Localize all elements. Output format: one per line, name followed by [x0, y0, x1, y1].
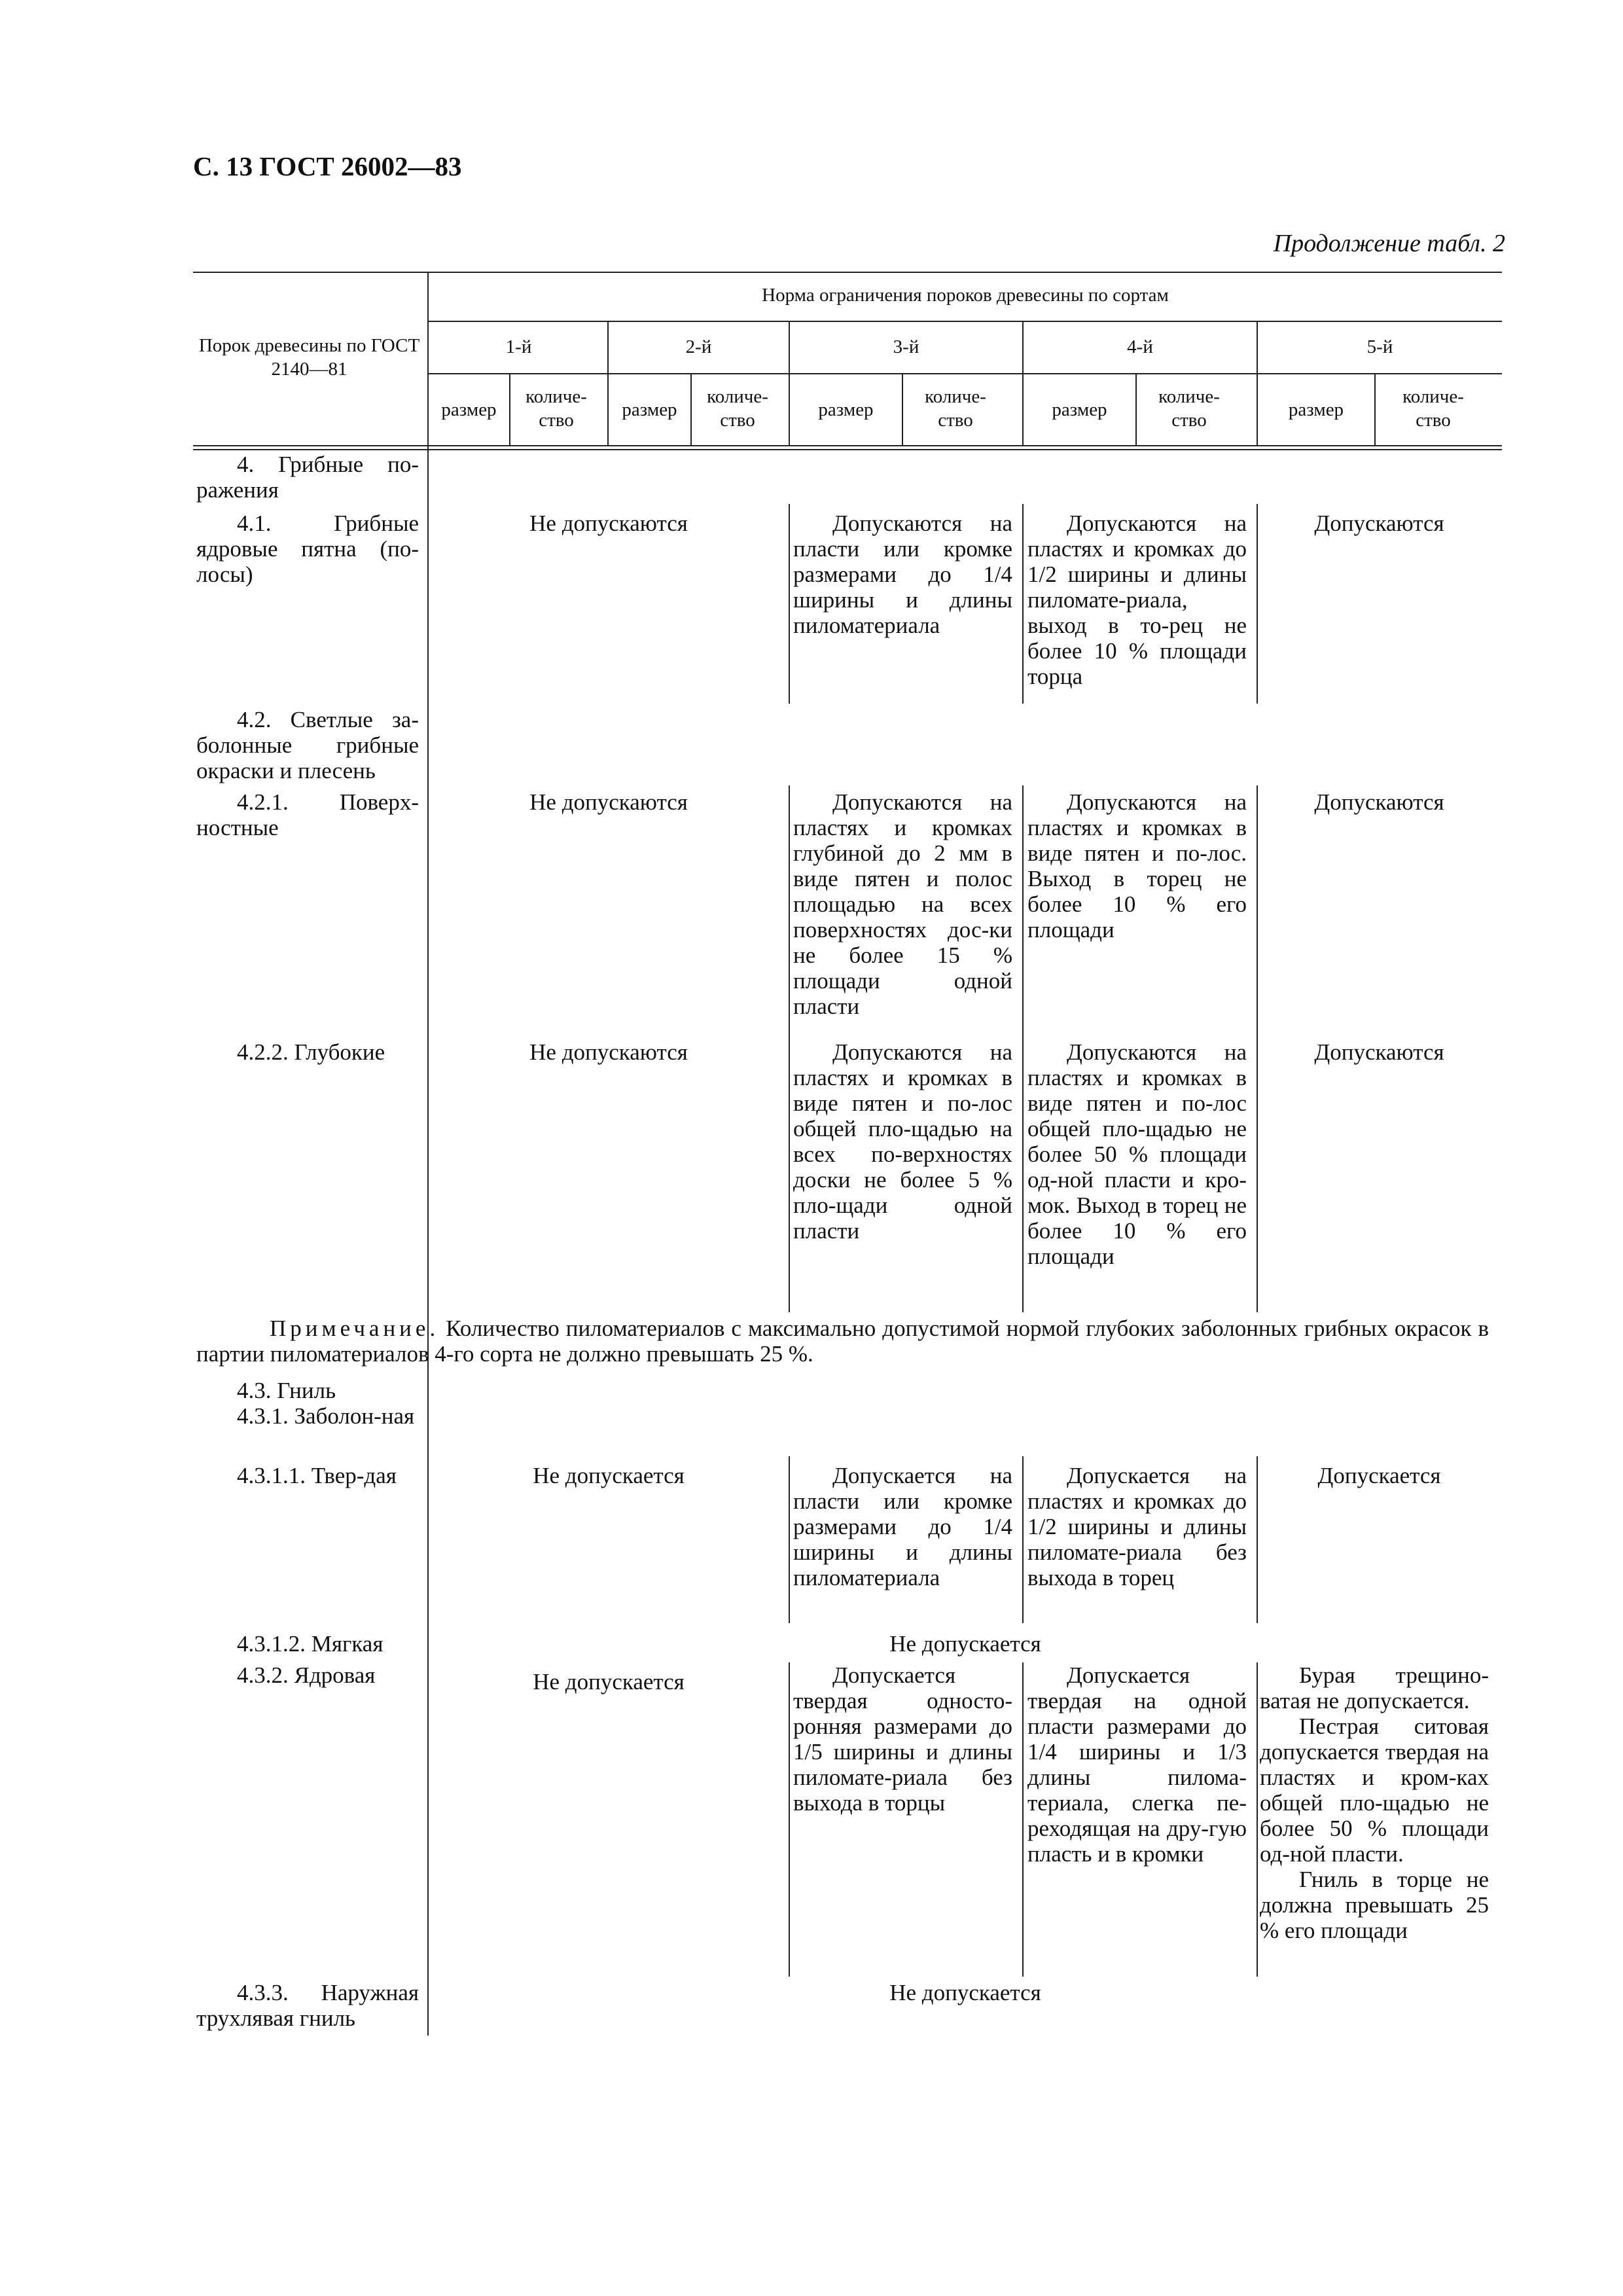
grade-5-header: 5-й: [1366, 336, 1393, 357]
grade-1-qty-header: количе-ство: [526, 386, 587, 431]
sep-r432-5: [1257, 1662, 1258, 1977]
grade-2-size-header: размер: [622, 399, 677, 420]
sub-border-3: [902, 373, 903, 446]
grade-2-qty-header: количе-ство: [707, 386, 768, 431]
sub-border-1: [509, 373, 510, 446]
row-4-1-grade-4: Допускаются на пластях и кромках до 1/2 ширины и длины пиломате-риала, выход в то-рец не более 10 % площади торца: [1027, 511, 1247, 689]
row-4-3-1-1-grade-5: Допускается: [1317, 1463, 1441, 1488]
sep-r41-3: [789, 504, 790, 704]
row-4-2-2-grade-3: Допускаются на пластях и кромках в виде пятен и по-лос общей пло-щадью на всех по-верхностях доски не более 5 % пло-щади одной пласти: [793, 1039, 1012, 1244]
header-rule-1: [429, 321, 1502, 322]
defect-column-header: Порок древесины по ГОСТ 2140—81: [198, 335, 420, 380]
row-4-2-2-grades-1-2: Не допускаются: [529, 1039, 688, 1065]
sep-r41-5: [1257, 504, 1258, 704]
grade-1-header: 1-й: [505, 336, 532, 357]
row-4-2-1-grade-4: Допускаются на пластях и кромках в виде пятен и по-лос. Выход в торец не более 10 % его площади: [1027, 789, 1247, 942]
norm-header: Норма ограничения пороков древесины по сортам: [762, 285, 1169, 306]
sep-r42-3: [789, 785, 790, 1312]
table-note: [196, 1316, 1489, 1367]
defect-column-border: [427, 272, 429, 2036]
row-4-3-3-all-grades: Не допускается: [889, 1980, 1041, 2005]
row-label-4-2: 4.2. Светлые за-болонные грибные окраски и плесень: [196, 707, 419, 783]
row-4-3-2-grades-1-2: Не допускается: [533, 1669, 685, 1695]
grade-2-header: 2-й: [685, 336, 712, 357]
row-label-4-3-1-2: 4.3.1.2. Мягкая: [237, 1631, 383, 1657]
row-4-1-grades-1-2: Не допускаются: [529, 511, 688, 536]
row-4-3-1-1-grade-3: Допускается на пласти или кромке размерами до 1/4 ширины и длины пиломатериала: [793, 1463, 1012, 1590]
page-header: С. 13 ГОСТ 26002—83: [193, 151, 462, 181]
row-4-3-2-grade-5-para-1: Бурая трещино-ватая не допускается.: [1260, 1662, 1489, 1713]
row-4-1-grade-3: Допускаются на пласти или кромке размерами до 1/4 ширины и длины пиломатериала: [793, 511, 1012, 638]
header-rule-2: [429, 373, 1502, 374]
row-label-4-2-1: 4.2.1. Поверх-ностные: [196, 789, 419, 840]
row-4-2-1-grades-1-2: Не допускаются: [529, 789, 688, 815]
row-label-4-3-3: 4.3.3. Наружная трухлявая гниль: [196, 1980, 419, 2031]
row-4-3-2-grade-4: Допускается твердая на одной пласти размерами до 1/4 ширины и 1/3 длины пилома-териала, слегка пе-реходящая на дру-гую пласть и в кромки: [1027, 1662, 1247, 1867]
row-4-1-grade-5: Допускаются: [1314, 511, 1444, 536]
table-top-rule: [193, 272, 1502, 273]
note-text: Количество пиломатериалов с максимально допустимой нормой глубоких заболонных грибных окрасок в партии пиломатериалов 4-го сорта не должно превышать 25 %.: [196, 1316, 1489, 1367]
row-4-2-1-grade-5: Допускаются: [1314, 789, 1444, 815]
sep-r41-4: [1022, 504, 1024, 704]
sub-border-4: [1135, 373, 1137, 446]
sep-r42-4: [1022, 785, 1024, 1312]
row-label-4-3: 4.3. Гниль: [237, 1378, 336, 1403]
row-4-3-1-2-all-grades: Не допускается: [889, 1631, 1041, 1657]
row-label-4-3-2: 4.3.2. Ядровая: [237, 1662, 376, 1688]
row-label-4-3-1-1: 4.3.1.1. Твер-дая: [237, 1463, 397, 1488]
grade-4-qty-header: количе-ство: [1158, 386, 1220, 431]
note-prefix: Примечание.: [270, 1316, 440, 1341]
row-4-3-1-1-grades-1-2: Не допускается: [533, 1463, 685, 1488]
grade-5-size-header: размер: [1288, 399, 1344, 420]
sub-border-5: [1374, 373, 1376, 446]
grade-5-qty-header: количе-ство: [1402, 386, 1464, 431]
sep-r42-5: [1257, 785, 1258, 1312]
row-label-4-2-2: 4.2.2. Глубокие: [237, 1039, 385, 1065]
header-bottom-rule-a: [193, 445, 1502, 446]
row-label-4-1: 4.1. Грибные ядровые пятна (по-лосы): [196, 511, 419, 587]
sep-r4311-5: [1257, 1456, 1258, 1623]
grade-3-qty-header: количе-ство: [925, 386, 986, 431]
row-4-2-1-grade-3: Допускаются на пластях и кромках глубиной до 2 мм в виде пятен и полос площадью на всех поверхностях дос-ки не более 15 % площади одной пласти: [793, 789, 1012, 1019]
row-label-4: 4. Грибные по-ражения: [196, 452, 419, 503]
row-4-3-1-1-grade-4: Допускается на пластях и кромках до 1/2 ширины и длины пиломате-риала без выхода в торец: [1027, 1463, 1247, 1590]
table-continuation-label: Продолжение табл. 2: [1273, 230, 1505, 257]
grade-4-size-header: размер: [1052, 399, 1107, 420]
row-4-2-2-grade-5: Допускаются: [1314, 1039, 1444, 1065]
row-4-3-2-grade-5-para-2: Пестрая ситовая допускается твердая на пластях и кром-ках общей пло-щадью не более 50 % площади од-ной пласти.: [1260, 1713, 1489, 1867]
sep-r4311-3: [789, 1456, 790, 1623]
sep-r432-4: [1022, 1662, 1024, 1977]
header-bottom-rule-b: [193, 449, 1502, 450]
sub-border-2: [690, 373, 692, 446]
row-4-3-2-grade-5: [1260, 1662, 1489, 1943]
row-label-4-3-1: 4.3.1. Заболон-ная: [237, 1403, 415, 1429]
sep-r4311-4: [1022, 1456, 1024, 1623]
grade-1-size-header: размер: [441, 399, 497, 420]
sep-r432-3: [789, 1662, 790, 1977]
grade-3-header: 3-й: [893, 336, 919, 357]
grade-4-header: 4-й: [1127, 336, 1153, 357]
row-4-3-2-grade-5-para-3: Гниль в торце не должна превышать 25 % его площади: [1260, 1867, 1489, 1943]
row-4-3-2-grade-3: Допускается твердая односто-ронняя размерами до 1/5 ширины и длины пиломате-риала без выхода в торцы: [793, 1662, 1012, 1816]
grade-3-size-header: размер: [818, 399, 874, 420]
row-4-2-2-grade-4: Допускаются на пластях и кромках в виде пятен и по-лос общей пло-щадью не более 50 % площади од-ной пласти и кро-мок. Выход в торец не более 10 % его площади: [1027, 1039, 1247, 1269]
